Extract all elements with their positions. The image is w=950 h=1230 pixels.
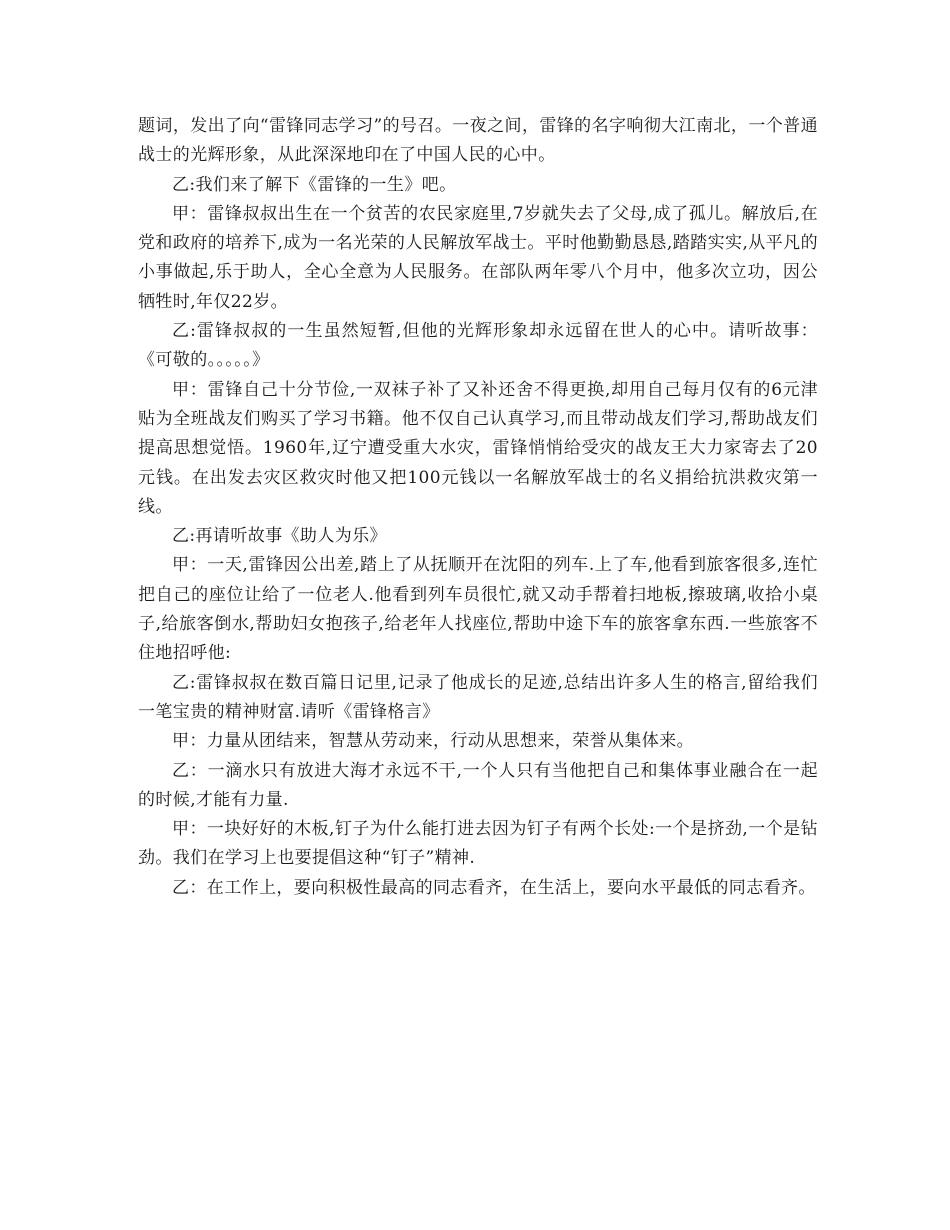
paragraph-10: 乙：一滴水只有放进大海才永远不干,一个人只有当他把自己和集体事业融合在一起的时候,才能有力量. [138, 760, 818, 810]
paragraph-2: 乙:我们来了解下《雷锋的一生》吧。 [172, 174, 457, 195]
paragraph-4: 乙:雷锋叔叔的一生虽然短暂,但他的光辉形象却永远留在世人的心中。请听故事：《可敬的。。。。。》 [138, 321, 818, 371]
paragraph-7: 甲：一天,雷锋因公出差,踏上了从抚顺开在沈阳的列车.上了车,他看到旅客很多,连忙把自己的座位让给了一位老人.他看到列车员很忙,就又动手帮着扫地板,擦玻璃,收拾小桌子,给旅客倒水,帮助妇女抱孩子,给老年人找座位,帮助中途下车的旅客拿东西.一些旅客不住地招呼他: [138, 555, 818, 664]
paragraph-12: 乙：在工作上，要向积极性最高的同志看齐，在生活上，要向水平最低的同志看齐。 [172, 877, 816, 898]
paragraph-3: 甲：雷锋叔叔出生在一个贫苦的农民家庭里,7岁就失去了父母,成了孤儿。解放后,在党和政府的培养下,成为一名光荣的人民解放军战士。平时他勤勤恳恳,踏踏实实,从平凡的小事做起,乐于助人，全心全意为人民服务。在部队两年零八个月中，他多次立功，因公牺牲时,年仅22岁。 [138, 203, 818, 312]
paragraph-6: 乙:再请听故事《助人为乐》 [172, 526, 387, 547]
paragraph-8: 乙:雷锋叔叔在数百篇日记里,记录了他成长的足迹,总结出许多人生的格言,留给我们一笔宝贵的精神财富.请听《雷锋格言》 [138, 672, 818, 722]
document-page [138, 112, 818, 903]
paragraph-5: 甲：雷锋自己十分节俭,一双袜子补了又补还舍不得更换,却用自己每月仅有的6元津贴为全班战友们购买了学习书籍。他不仅自己认真学习,而且带动战友们学习,帮助战友们提高思想觉悟。1960年,辽宁遭受重大水灾，雷锋悄悄给受灾的战友王大力家寄去了20元钱。在出发去灾区救灾时他又把100元钱以一名解放军战士的名义捐给抗洪救灾第一线。 [138, 379, 818, 517]
paragraph-11: 甲：一块好好的木板,钉子为什么能打进去因为钉子有两个长处:一个是挤劲,一个是钻劲。我们在学习上也要提倡这种“钉子”精神. [138, 819, 818, 869]
paragraph-1: 题词，发出了向“雷锋同志学习”的号召。一夜之间，雷锋的名字响彻大江南北，一个普通战士的光辉形象，从此深深地印在了中国人民的心中。 [138, 116, 818, 166]
paragraph-9: 甲：力量从团结来，智慧从劳动来，行动从思想来，荣誉从集体来。 [172, 731, 694, 752]
